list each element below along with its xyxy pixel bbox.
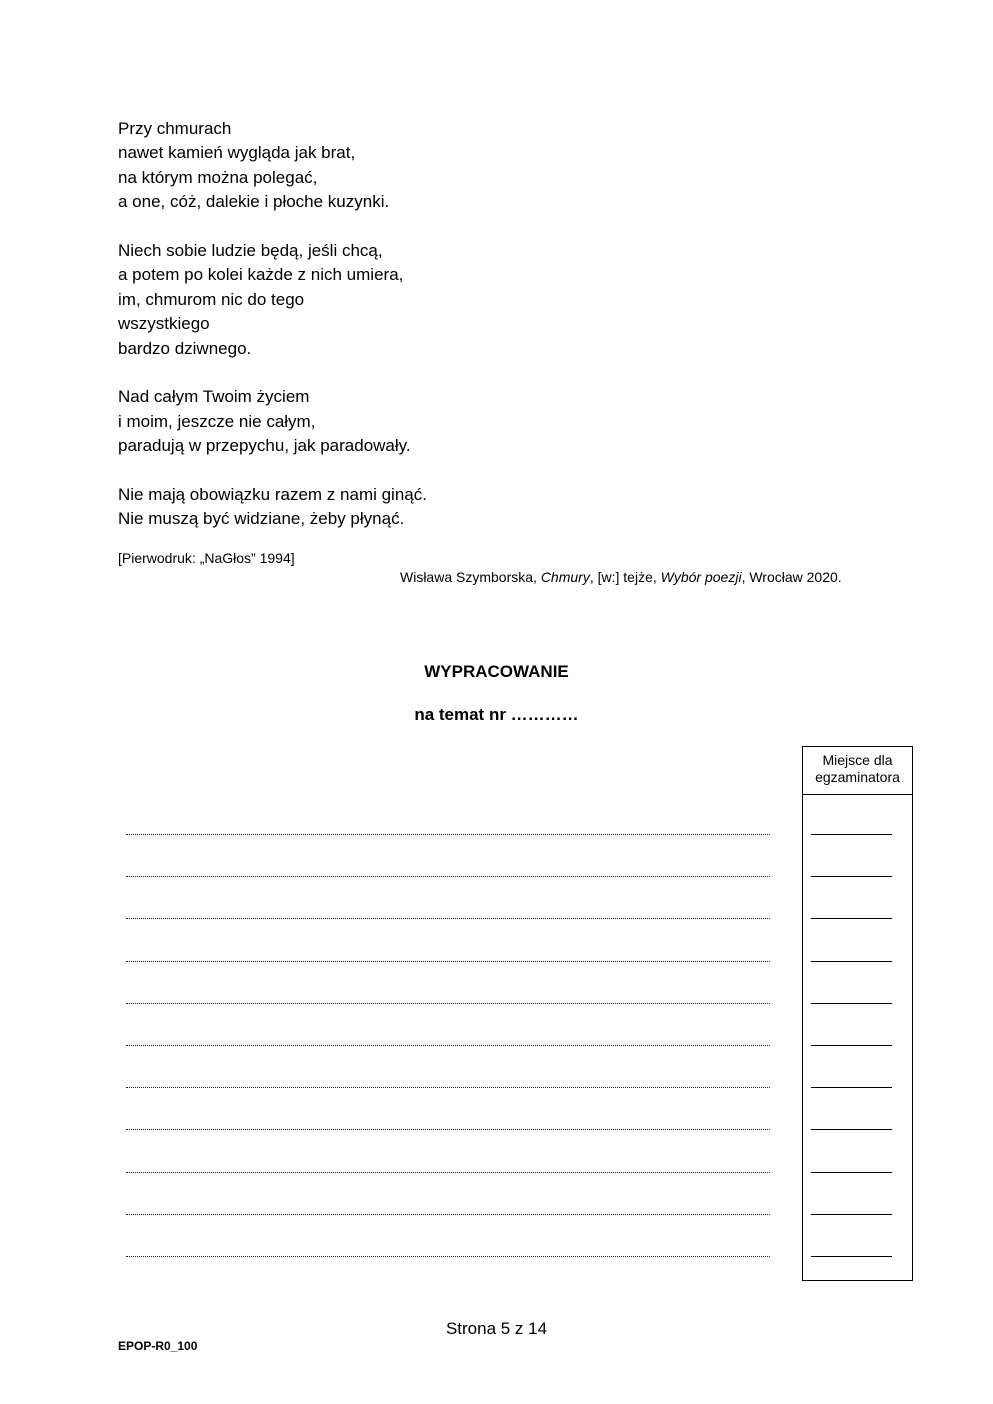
poem-line: paradują w przepychu, jak paradowały. [118,436,411,456]
examiner-score-line [811,825,892,835]
answer-line[interactable] [126,825,770,835]
poem-line: na którym można polegać, [118,167,318,187]
examiner-score-line [811,994,892,1004]
poem-line: a one, cóż, dalekie i płoche kuzynki. [118,192,390,212]
poem-line: Niech sobie ludzie będą, jeśli chcą, [118,241,383,261]
poem-stanza-3 [118,385,718,458]
first-print-note: [Pierwodruk: „NaGłos” 1994] [118,550,295,566]
examiner-score-line [811,909,892,919]
exam-code: EPOP-R0_100 [118,1339,198,1353]
answer-line[interactable] [126,1120,770,1130]
examiner-score-line [811,1247,892,1257]
poem-line: Nie muszą być widziane, żeby płynąć. [118,509,405,529]
poem-stanza-1 [118,117,718,215]
examiner-score-line [811,1120,892,1130]
poem-line: i moim, jeszcze nie całym, [118,411,316,431]
examiner-score-line [811,867,892,877]
source-title: Chmury [540,569,590,585]
examiner-score-line [811,1036,892,1046]
poem-line: Przy chmurach [118,119,232,138]
source-book: Wybór poezji [660,569,742,585]
source-author: Wisława Szymborska, [400,569,541,585]
answer-line[interactable] [126,1163,770,1173]
poem-line: bardzo dziwnego. [118,338,252,358]
poem-line: a potem po kolei każde z nich umiera, [118,265,404,285]
poem-line: nawet kamień wygląda jak brat, [118,143,356,163]
answer-line[interactable] [126,909,770,919]
examiner-score-line [811,1205,892,1215]
poem-stanza-4 [118,483,718,532]
poem-source [400,568,842,586]
examiner-header [803,747,912,795]
source-middle: , [w:] tejże, [589,569,661,585]
examiner-label-line2: egzaminatora [815,769,900,785]
answer-line[interactable] [126,1247,770,1257]
answer-line[interactable] [126,1078,770,1088]
answer-line[interactable] [126,867,770,877]
examiner-score-line [811,1078,892,1088]
essay-topic-number: na temat nr ………… [414,705,579,724]
answer-line[interactable] [126,1205,770,1215]
poem-line: Nie mają obowiązku razem z nami ginąć. [118,485,427,505]
poem [118,117,718,556]
examiner-score-line [811,952,892,962]
source-end: , Wrocław 2020. [741,569,842,585]
page-number: Strona 5 z 14 [445,1319,548,1338]
poem-line: Nad całym Twoim życiem [118,387,310,407]
poem-stanza-2 [118,239,718,361]
essay-title: WYPRACOWANIE [424,662,569,681]
examiner-label-line1: Miejsce dla [822,752,893,768]
poem-line: wszystkiego [118,314,210,334]
poem-line: im, chmurom nic do tego [118,289,305,309]
answer-line[interactable] [126,952,770,962]
answer-line[interactable] [126,1036,770,1046]
answer-line[interactable] [126,994,770,1004]
examiner-score-line [811,1163,892,1173]
